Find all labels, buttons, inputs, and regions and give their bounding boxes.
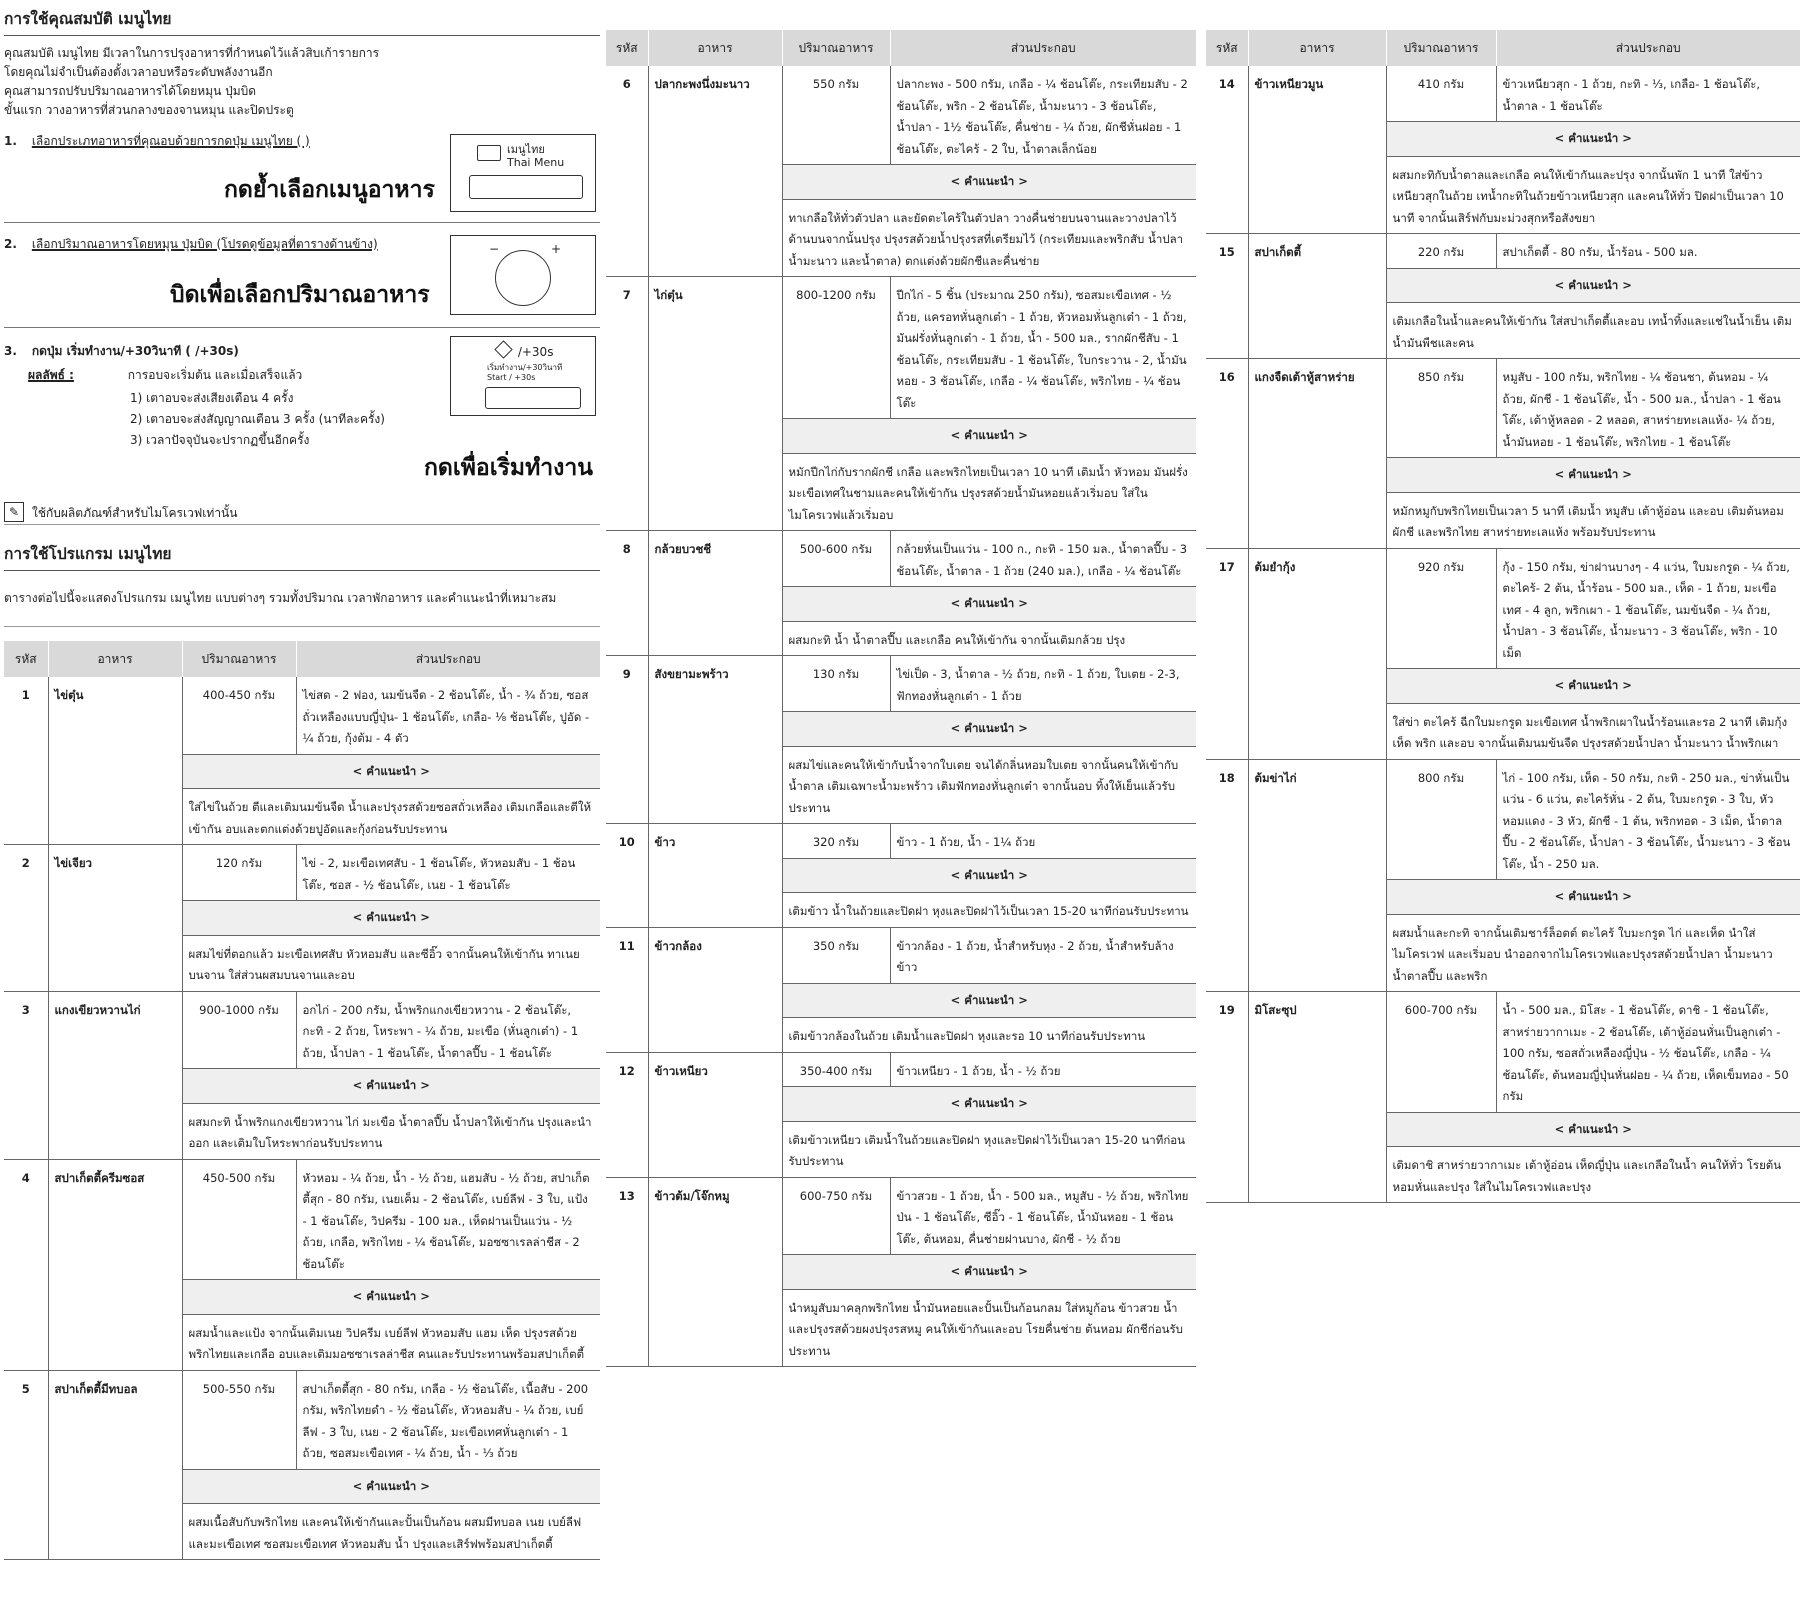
step-2-text: เลือกปริมาณอาหารโดยหมุน ปุ่มบิด (โปรดดูข้อมูลที่ตารางด้านข้าง) [31,237,378,251]
menu-code: 15 [1206,234,1248,359]
table-row [4,991,600,1069]
note-text: ใช้กับผลิตภัณฑ์สำหรับไมโครเวฟเท่านั้น [32,506,238,520]
tip-label: < คำแนะนำ > [182,1280,600,1315]
step-3 [4,332,600,502]
menu-ingredients: ไข่เป็ด - 3, น้ำตาล - ½ ถ้วย, กะทิ - 1 ถ้วย, ใบเตย - 2-3, ฟักทองหั่นลูกเต๋า - 1 ถ้วย [890,656,1196,712]
menu-code: 12 [606,1052,648,1177]
menu-ingredients: ข้าว - 1 ถ้วย, น้ำ - 1¼ ถ้วย [890,824,1196,859]
menu-ingredients: ไข่สด - 2 ฟอง, นมข้นจืด - 2 ช้อนโต๊ะ, น้ำ - ¾ ถ้วย, ซอสถั่วเหลืองแบบญี่ปุ่น- 1 ช้อนโต๊ะ, เกลือ- ⅛ ช้อนโต๊ะ, ปูอัด - ¼ ถ้วย, กุ้งต้ม - 4 ตัว [296,677,600,754]
dial-panel [450,235,596,315]
note-icon: ✎ [4,502,24,522]
step-2 [4,227,600,328]
menu-tip: ผสมน้ำและแป้ง จากนั้นเติมเนย วิปครีม เบย์ลีฟ หัวหอมสับ แฮม เห็ด ปรุงรสด้วยพริกไทยและเกลือ อบและเติมมอซซาเรลล่าชีส คนและรับประทานพร้อมสปาเก็ตตี้ [182,1314,600,1370]
menu-code: 3 [4,991,48,1159]
menu-ingredients: ไข่ - 2, มะเขือเทศสับ - 1 ช้อนโต๊ะ, หัวหอมสับ - 1 ช้อนโต๊ะ, ซอส - ½ ช้อนโต๊ะ, เนย - 1 ช้อนโต๊ะ [296,845,600,901]
menu-table-3 [1206,30,1800,1203]
table-row [606,277,1196,419]
usage-intro [4,36,600,120]
thai-menu-label-en: Thai Menu [507,156,565,169]
menu-amount: 500-600 กรัม [782,531,890,587]
menu-tip: ใส่ข่า ตะไคร้ ฉีกใบมะกรูด มะเขือเทศ น้ำพริกเผาในน้ำร้อนและรอ 2 นาที เติมกุ้ง เห็ด พริก และอบ จากนั้นเติมนมข้นจืด ปรุงรสด้วยน้ำปลา น้ำมะนาว น้ำพริกเผา [1386,703,1800,759]
note-row [4,502,600,525]
table-header-row [1206,30,1800,66]
tip-label: < คำแนะนำ > [782,983,1196,1018]
menu-name: ข้าวต้ม/โจ๊กหมู [648,1177,782,1367]
menu-code: 1 [4,677,48,845]
menu-name: ปลากะพงนึ่งมะนาว [648,66,782,277]
menu-tip: นำหมูสับมาคลุกพริกไทย น้ำมันหอยและปั้นเป็นก้อนกลม ใส่หมูก้อน ข้าวสวย น้ำ และปรุงรสด้วยผงปรุงรสหมู คนให้เข้ากันและอบ โรยคื่นช่าย ต้นหอม ผักชีก่อนรับประทาน [782,1289,1196,1367]
table-row [1206,548,1800,669]
menu-code: 18 [1206,759,1248,992]
menu-tip: ใส่ไข่ในถ้วย ตีและเติมนมข้นจืด น้ำและปรุงรสด้วยซอสถั่วเหลือง เติมเกลือและตีให้เข้ากัน อบและตกแต่งด้วยปูอัดและกุ้งก่อนรับประทาน [182,789,600,845]
menu-tip: ผสมเนื้อสับกับพริกไทย และคนให้เข้ากันและปั้นเป็นก้อน ผสมมีทบอล เนย เบย์ลีฟ และมะเขือเทศ ซอสมะเขือเทศ หัวหอมสับ น้ำ ปรุงและเสิร์ฟพร้อมสปาเก็ตตี้ [182,1504,600,1560]
intro-line: คุณสามารถปรับปริมาณอาหารได้โดยหมุน ปุ่มบิด [4,84,257,98]
header-code: รหัส [4,641,48,677]
table-row [606,927,1196,983]
tip-label: < คำแนะนำ > [782,165,1196,200]
menu-code: 19 [1206,992,1248,1203]
header-ingredients: ส่วนประกอบ [296,641,600,677]
table-row [4,1159,600,1280]
menu-code: 8 [606,531,648,656]
menu-name: ข้าว [648,824,782,928]
step-3-caption: กดเพื่อเริ่มทำงาน [424,455,594,481]
menu-amount: 400-450 กรัม [182,677,296,754]
menu-tip: ทาเกลือให้ทั่วตัวปลา และยัดตะไคร้ในตัวปลา วางคื่นช่ายบนจานและวางปลาไว้ด้านบนจากนั้นปรุง ปรุงรสด้วยน้ำปรุงรสที่เตรียมไว้ (กระเทียมและพริกสับ น้ำปลา น้ำมะนาว และน้ำตาล) ตกแต่งด้วยผักชีและคื่นช่าย [782,199,1196,277]
menu-tip: ผสมไข่และคนให้เข้ากับน้ำจากใบเตย จนได้กลิ่นหอมใบเตย จากนั้นคนให้เข้ากับน้ำตาล เติมเฉพาะน้ำมะพร้าว เติมฟักทองหั่นลูกเต๋า จากนั้นอบ ทิ้งให้เย็นแล้วรับประทาน [782,746,1196,824]
menu-amount: 800 กรัม [1386,759,1496,880]
result-item: 1) เตาอบจะส่งเสียงเตือน 4 ครั้ง [130,391,294,405]
header-amount: ปริมาณอาหาร [782,30,890,66]
thai-menu-button[interactable] [469,175,583,199]
menu-amount: 320 กรัม [782,824,890,859]
menu-name: กล้วยบวชชี [648,531,782,656]
menu-name: สปาเก็ตตี้ครีมซอส [48,1159,182,1370]
start-label-th: เริ่มทำงาน/+30วินาที [487,363,563,372]
table-header-row [4,641,600,677]
menu-ingredients: ข้าวเหนียวสุก - 1 ถ้วย, กะทิ - ⅓, เกลือ- 1 ช้อนโต๊ะ, น้ำตาล - 1 ช้อนโต๊ะ [1496,66,1800,122]
intro-line: โดยคุณไม่จำเป็นต้องตั้งเวลาอบหรือระดับพลังงานอีก [4,65,273,79]
program-intro: ตารางต่อไปนี้จะแสดงโปรแกรม เมนูไทย แบบต่างๆ รวมทั้งปริมาณ เวลาพักอาหาร และคำแนะนำที่เหมาะสม [4,571,600,627]
menu-code: 10 [606,824,648,928]
menu-name: ต้มยำกุ้ง [1248,548,1386,759]
menu-code: 2 [4,845,48,992]
header-amount: ปริมาณอาหาร [182,641,296,677]
step-3-text: กดปุ่ม เริ่มทำงาน/+30วินาที ( /+30s) [31,344,239,358]
step-1-caption: กดย้ำเลือกเมนูอาหาร [224,177,435,203]
tip-label: < คำแนะนำ > [1386,669,1800,704]
menu-amount: 500-550 กรัม [182,1370,296,1469]
start-panel [450,336,596,416]
menu-code: 6 [606,66,648,277]
menu-table-2 [606,30,1196,1367]
menu-ingredients: ปีกไก่ - 5 ชิ้น (ประมาณ 250 กรัม), ซอสมะเขือเทศ - ½ ถ้วย, แครอทหั่นลูกเต๋า - 1 ถ้วย, หัวหอมหั่นลูกเต๋า - 1 ถ้วย, มันฝรั่งหั่นลูกเต๋า - 1 ถ้วย, น้ำ - 500 มล., รากผักชีสับ - 1 ช้อนโต๊ะ, กระเทียมสับ - 1 ช้อนโต๊ะ, ใบกระวาน - 2, น้ำมันหอย - 3 ช้อนโต๊ะ, เกลือ - ¼ ช้อนโต๊ะ, พริกไทย - ¼ ช้อนโต๊ะ [890,277,1196,419]
header-food: อาหาร [648,30,782,66]
table-row [1206,759,1800,880]
menu-tip: เติมเกลือในน้ำและคนให้เข้ากัน ใส่สปาเก็ตตี้และอบ เทน้ำทิ้งและแช่ในน้ำเย็น เติมน้ำมันพืชและคน [1386,303,1800,359]
tip-label: < คำแนะนำ > [1386,458,1800,493]
menu-ingredients: ปลากะพง - 500 กรัม, เกลือ - ¼ ช้อนโต๊ะ, กระเทียมสับ - 2 ช้อนโต๊ะ, พริก - 2 ช้อนโต๊ะ, น้ำมะนาว - 3 ช้อนโต๊ะ, น้ำปลา - 1½ ช้อนโต๊ะ, คื่นช่าย - ¼ ถ้วย, ผักชีหั่นฝอย - 1 ช้อนโต๊ะ, ตะไคร้ - 2 ใบ, น้ำตาลเล็กน้อย [890,66,1196,165]
menu-amount: 220 กรัม [1386,234,1496,269]
menu-tip: เติมดาชิ สาหร่ายวากาเมะ เต้าหู้อ่อน เห็ดญี่ปุ่น และเกลือในน้ำ คนให้ทั่ว โรยต้นหอมหั่นและปรุง ใส่ในไมโครเวฟและปรุง [1386,1147,1800,1203]
menu-name: สปาเก็ตตี้มีทบอล [48,1370,182,1560]
menu-code: 13 [606,1177,648,1367]
start-label-en: Start / +30s [487,373,536,382]
menu-amount: 550 กรัม [782,66,890,165]
menu-ingredients: อกไก่ - 200 กรัม, น้ำพริกแกงเขียวหวาน - 2 ช้อนโต๊ะ, กะทิ - 2 ถ้วย, โหระพา - ¼ ถ้วย, มะเขือ (หั่นลูกเต๋า) - 1 ถ้วย, น้ำปลา - 1 ช้อนโต๊ะ, น้ำตาลปี๊บ - 1 ช้อนโต๊ะ [296,991,600,1069]
tip-label: < คำแนะนำ > [1386,268,1800,303]
menu-name: ข้าวเหนียว [648,1052,782,1177]
menu-tip: เติมข้าวเหนียว เติมน้ำในถ้วยและปิดฝา หุงและปิดฝาไว้เป็นเวลา 15-20 นาทีก่อนรับประทาน [782,1121,1196,1177]
thai-menu-label-th: เมนูไทย [507,143,545,156]
menu-name: ต้มข่าไก่ [1248,759,1386,992]
tip-label: < คำแนะนำ > [782,587,1196,622]
menu-ingredients: กล้วยหั่นเป็นแว่น - 100 ก., กะทิ - 150 มล., น้ำตาลปี๊บ - 3 ช้อนโต๊ะ, น้ำตาล - 1 ถ้วย (240 มล.), เกลือ - ¼ ช้อนโต๊ะ [890,531,1196,587]
result-list [130,388,385,451]
menu-ingredients: ข้าวเหนียว - 1 ถ้วย, น้ำ - ½ ถ้วย [890,1052,1196,1087]
table-row [4,845,600,901]
usage-title: การใช้คุณสมบัติ เมนูไทย [4,0,600,36]
header-code: รหัส [606,30,648,66]
header-food: อาหาร [48,641,182,677]
menu-ingredients: กุ้ง - 150 กรัม, ข่าฝานบางๆ - 4 แว่น, ใบมะกรูด - ¼ ถ้วย, ตะไคร้- 2 ต้น, น้ำร้อน - 500 มล., เห็ด - 1 ถ้วย, มะเขือเทศ - 4 ลูก, พริกเผา - 1 ช้อนโต๊ะ, นมข้นจืด - ¼ ถ้วย, น้ำปลา - 3 ช้อนโต๊ะ, น้ำมะนาว - 3 ช้อนโต๊ะ, พริก - 10 เม็ด [1496,548,1800,669]
menu-amount: 350 กรัม [782,927,890,983]
header-ingredients: ส่วนประกอบ [1496,30,1800,66]
minus-icon: − [489,242,500,256]
menu-tip: เติมข้าวกล้องในถ้วย เติมน้ำและปิดฝา หุงและรอ 10 นาทีก่อนรับประทาน [782,1018,1196,1053]
menu-ingredients: หมูสับ - 100 กรัม, พริกไทย - ¼ ช้อนชา, ต้นหอม - ¼ ถ้วย, ผักชี - 1 ช้อนโต๊ะ, น้ำ - 500 มล., น้ำปลา - 1 ช้อนโต๊ะ, เต้าหู้หลอด - 2 หลอด, สาหร่ายทะเลแห้ง- ¼ ถ้วย, น้ำมันหอย - 1 ช้อนโต๊ะ, พริกไทย - 1 ช้อนโต๊ะ [1496,359,1800,458]
menu-amount: 130 กรัม [782,656,890,712]
step-2-caption: บิดเพื่อเลือกปริมาณอาหาร [170,282,430,308]
menu-tip: ผสมน้ำและกะทิ จากนั้นเติมชาร์ล็อตต์ ตะไคร้ ใบมะกรูด ไก่ และเห็ด นำใส่ไมโครเวฟ และเริ่มอบ นำออกจากไมโครเวฟและปรุงรสด้วยน้ำปลา น้ำมะนาว น้ำตาลปี๊บ และพริก [1386,914,1800,992]
table-header-row [606,30,1196,66]
menu-ingredients: หัวหอม - ¼ ถ้วย, น้ำ - ½ ถ้วย, แฮมสับ - ½ ถ้วย, สปาเก็ตตี้สุก - 80 กรัม, เนยเค็ม - 2 ช้อนโต๊ะ, เบย์ลีฟ - 3 ใบ, แป้ง - 1 ช้อนโต๊ะ, วิปครีม - 100 มล., เห็ดฝานเป็นแว่น - ½ ถ้วย, เกลือ, พริกไทย - ¼ ช้อนโต๊ะ, มอซซาเรลล่าชีส - 2 ช้อนโต๊ะ [296,1159,600,1280]
menu-ingredients: น้ำ - 500 มล., มิโสะ - 1 ช้อนโต๊ะ, ดาชิ - 1 ช้อนโต๊ะ, สาหร่ายวากาเมะ - 2 ช้อนโต๊ะ, เต้าหู้อ่อนหั่นเป็นลูกเต๋า - 100 กรัม, ซอสถั่วเหลืองญี่ปุ่น - ½ ช้อนโต๊ะ, เกลือ - ¼ ช้อนโต๊ะ, ต้นหอมญี่ปุ่นหั่นฝอย - ¼ ถ้วย, เห็ดเข็มทอง - 50 กรัม [1496,992,1800,1113]
menu-amount: 600-700 กรัม [1386,992,1496,1113]
start-panel-label: /+30s [517,345,554,359]
menu-name: ไก่ตุ๋น [648,277,782,531]
menu-tip: เติมข้าว น้ำในถ้วยและปิดฝา หุงและปิดฝาไว้เป็นเวลา 15-20 นาทีก่อนรับประทาน [782,893,1196,928]
menu-ingredients: สปาเก็ตตี้สุก - 80 กรัม, เกลือ - ½ ช้อนโต๊ะ, เนื้อสับ - 200 กรัม, พริกไทยดำ - ½ ช้อนโต๊ะ, หัวหอมสับ - ¼ ถ้วย, เบย์ลีฟ - 3 ใบ, เนย - 2 ช้อนโต๊ะ, มะเขือเทศหั่นลูกเต๋า - 1 ถ้วย, ซอสมะเขือเทศ - ¼ ถ้วย, น้ำ - ⅓ ถ้วย [296,1370,600,1469]
thai-menu-icon [477,145,501,161]
step-number: 3. [4,344,17,358]
table-row [4,677,600,754]
table-row [606,824,1196,859]
column-left [4,0,600,1560]
step-number: 2. [4,237,17,251]
menu-code: 14 [1206,66,1248,234]
menu-tip: ผสมกะทิ น้ำพริกแกงเขียวหวาน ไก่ มะเขือ น้ำตาลปี๊บ น้ำปลาให้เข้ากัน ปรุงและนำออก และเติมใบโหระพาก่อนรับประทาน [182,1103,600,1159]
menu-ingredients: ข้าวกล้อง - 1 ถ้วย, น้ำสำหรับหุง - 2 ถ้วย, น้ำสำหรับล้างข้าว [890,927,1196,983]
menu-code: 5 [4,1370,48,1560]
tip-label: < คำแนะนำ > [182,754,600,789]
header-food: อาหาร [1248,30,1386,66]
table-row [606,66,1196,165]
menu-table-1 [4,641,600,1560]
menu-tip: ผสมกะทิ น้ำ น้ำตาลปี๊บ และเกลือ คนให้เข้ากัน จากนั้นเติมกล้วย ปรุง [782,621,1196,656]
result-item: 2) เตาอบจะส่งสัญญาณเตือน 3 ครั้ง (นาทีละครั้ง) [130,412,385,426]
menu-amount: 410 กรัม [1386,66,1496,122]
menu-code: 17 [1206,548,1248,759]
header-amount: ปริมาณอาหาร [1386,30,1496,66]
column-middle [606,0,1196,1367]
menu-name: สปาเก็ตตี้ [1248,234,1386,359]
plus-icon: + [551,242,562,256]
table-row [1206,359,1800,458]
menu-code: 4 [4,1159,48,1370]
menu-amount: 800-1200 กรัม [782,277,890,419]
menu-name: แกงจืดเต้าหู้สาหร่าย [1248,359,1386,549]
header-code: รหัส [1206,30,1248,66]
tip-label: < คำแนะนำ > [782,712,1196,747]
menu-amount: 920 กรัม [1386,548,1496,669]
tip-label: < คำแนะนำ > [1386,1112,1800,1147]
menu-tip: ผสมไข่ที่ตอกแล้ว มะเขือเทศสับ หัวหอมสับ และซีอิ๊ว จากนั้นคนให้เข้ากัน ทาเนยบนจาน ใส่ส่วนผสมบนจานและอบ [182,935,600,991]
tip-label: < คำแนะนำ > [782,858,1196,893]
table-row [606,531,1196,587]
thai-menu-panel [450,134,596,212]
step-number: 1. [4,134,17,148]
table-row [1206,992,1800,1113]
tip-label: < คำแนะนำ > [1386,880,1800,915]
header-ingredients: ส่วนประกอบ [890,30,1196,66]
table-row [1206,66,1800,122]
tip-label: < คำแนะนำ > [182,1469,600,1504]
tip-label: < คำแนะนำ > [782,1255,1196,1290]
menu-name: ไข่เจียว [48,845,182,992]
menu-ingredients: ข้าวสวย - 1 ถ้วย, น้ำ - 500 มล., หมูสับ - ½ ถ้วย, พริกไทยป่น - 1 ช้อนโต๊ะ, ซีอิ๊ว - 1 ช้อนโต๊ะ, น้ำมันหอย - 1 ช้อนโต๊ะ, ต้นหอม, คื่นช่ายฝานบาง, ผักชี - ½ ถ้วย [890,1177,1196,1255]
menu-amount: 450-500 กรัม [182,1159,296,1280]
menu-name: มิโสะซุป [1248,992,1386,1203]
menu-name: แกงเขียวหวานไก่ [48,991,182,1159]
result-label: ผลลัพธ์ : [28,368,74,382]
tip-label: < คำแนะนำ > [782,419,1196,454]
column-right [1206,0,1800,1203]
start-button[interactable] [485,387,581,409]
menu-name: ไข่ตุ๋น [48,677,182,845]
start-icon [494,340,512,358]
menu-code: 11 [606,927,648,1052]
tip-label: < คำแนะนำ > [782,1087,1196,1122]
menu-name: ข้าวกล้อง [648,927,782,1052]
menu-ingredients: สปาเก็ตตี้ - 80 กรัม, น้ำร้อน - 500 มล. [1496,234,1800,269]
intro-line: ขั้นแรก วางอาหารที่ส่วนกลางของจานหมุน และปิดประตู [4,103,294,117]
menu-code: 9 [606,656,648,824]
intro-line: คุณสมบัติ เมนูไทย มีเวลาในการปรุงอาหารที่กำหนดไว้แล้วสิบเก้ารายการ [4,46,380,60]
table-row [606,1052,1196,1087]
menu-name: สังขยามะพร้าว [648,656,782,824]
table-row [606,1177,1196,1255]
menu-tip: ผสมกะทิกับน้ำตาลและเกลือ คนให้เข้ากันและปรุง จากนั้นพัก 1 นาที ใส่ข้าวเหนียวสุกในถ้วย เทน้ำกะทิในถ้วยข้าวเหนียวสุก และคนให้ทั่ว ปิดฝาเป็นเวลา 10 นาที จากนั้นเสิร์ฟกับมะม่วงสุกหรือสังขยา [1386,156,1800,234]
tip-label: < คำแนะนำ > [1386,122,1800,157]
menu-amount: 120 กรัม [182,845,296,901]
menu-ingredients: ไก่ - 100 กรัม, เห็ด - 50 กรัม, กะทิ - 250 มล., ข่าหั่นเป็นแว่น - 6 แว่น, ตะไคร้หั่น - 2 ต้น, ใบมะกรูด - 3 ใบ, หัวหอมแดง - 3 หัว, ผักชี - 1 ต้น, พริกทอด - 3 เม็ด, น้ำตาลปี๊บ - 2 ช้อนโต๊ะ, น้ำปลา - 3 ช้อนโต๊ะ, น้ำมะนาว - 3 ช้อนโต๊ะ, น้ำ - 250 มล. [1496,759,1800,880]
tip-label: < คำแนะนำ > [182,901,600,936]
menu-amount: 350-400 กรัม [782,1052,890,1087]
step-1 [4,126,600,223]
result-item: 3) เวลาปัจจุบันจะปรากฏขึ้นอีกครั้ง [130,433,310,447]
menu-amount: 600-750 กรัม [782,1177,890,1255]
menu-code: 16 [1206,359,1248,549]
tip-label: < คำแนะนำ > [182,1069,600,1104]
table-row [1206,234,1800,269]
table-row [4,1370,600,1469]
menu-amount: 900-1000 กรัม [182,991,296,1069]
table-row [606,656,1196,712]
menu-name: ข้าวเหนียวมูน [1248,66,1386,234]
step-1-text: เลือกประเภทอาหารที่คุณอบด้วยการกดปุ่ม เมนูไทย ( ) [31,134,310,148]
menu-amount: 850 กรัม [1386,359,1496,458]
result-text: การอบจะเริ่มต้น และเมื่อเสร็จแล้ว [127,368,303,382]
menu-code: 7 [606,277,648,531]
menu-tip: หมักหมูกับพริกไทยเป็นเวลา 5 นาที เติมน้ำ หมูสับ เต้าหู้อ่อน และอบ เติมต้นหอม ผักชี และพริกไทย สาหร่ายทะเลแห้ง พร้อมรับประทาน [1386,492,1800,548]
menu-tip: หมักปีกไก่กับรากผักชี เกลือ และพริกไทยเป็นเวลา 10 นาที เติมน้ำ หัวหอม มันฝรั่ง มะเขือเทศในชามและคนให้เข้ากัน ปรุงรสด้วยน้ำมันหอยแล้วเริ่มอบ ใส่ในไมโครเวฟแล้วเริ่มอบ [782,453,1196,531]
dial-knob[interactable] [495,250,551,306]
program-title: การใช้โปรแกรม เมนูไทย [4,535,600,571]
